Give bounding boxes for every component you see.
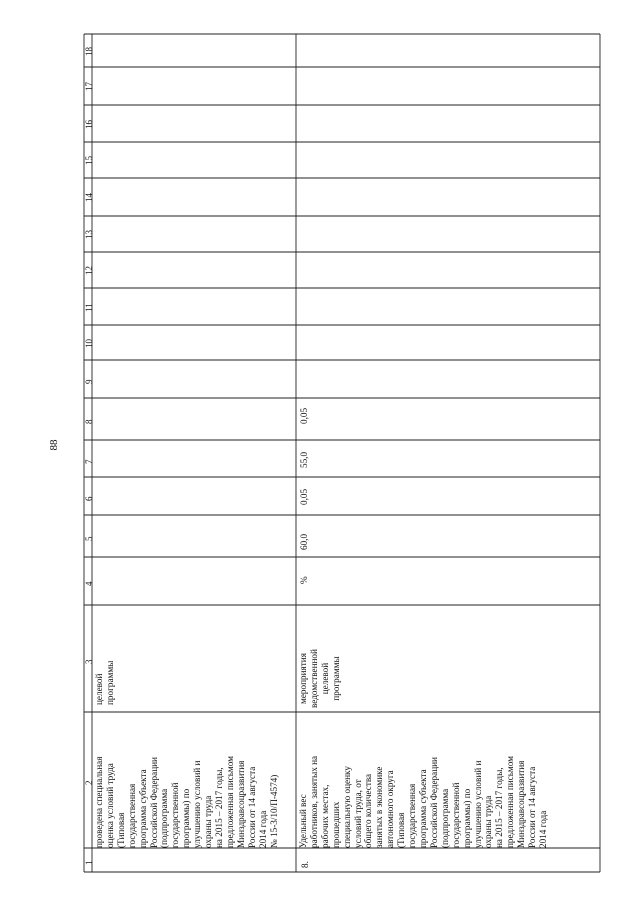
row1-name-line: Российской Федерации — [148, 757, 159, 848]
header-number-2: 2 — [84, 780, 94, 785]
row2-name-line: специальную оценку — [341, 766, 352, 848]
row2-unit: % — [299, 576, 309, 584]
row1-name-line: государственная — [126, 783, 137, 848]
row2-name-line: общего количества — [363, 773, 374, 848]
header-number-12: 12 — [84, 266, 94, 275]
header-number-18: 18 — [84, 46, 94, 56]
row2-name-line: государственная — [407, 783, 418, 848]
row2-value-6: 0,05 — [299, 488, 309, 505]
row2-name-line: программы) по — [461, 788, 472, 848]
row1-source — [94, 661, 116, 705]
row1-source-line: целевой — [94, 673, 104, 705]
header-number-11: 11 — [84, 302, 94, 312]
row2-name-line: России от 14 августа — [527, 766, 538, 848]
row2-name-line: охраны труда — [483, 795, 494, 848]
header-number-10: 10 — [84, 338, 94, 348]
row2-name-line: Российской Федерации — [428, 757, 439, 848]
row1-name-line: России от 14 августа — [246, 766, 257, 848]
header-number-8: 8 — [84, 419, 94, 424]
row2-source-line: мероприятия — [298, 653, 308, 704]
header-number-14: 14 — [84, 193, 94, 202]
row1-name-line: № 15-3/10/П-4574) — [268, 774, 279, 848]
header-number-7: 7 — [84, 459, 94, 464]
header-number-15: 15 — [84, 156, 94, 165]
row1-name-line: предложенная письмом — [224, 756, 235, 848]
row2-value-7: 55,0 — [299, 451, 309, 468]
row2-name-line: улучшению условий и — [472, 760, 483, 848]
row2-source-line: ведомственной — [308, 649, 319, 708]
header-number-3: 3 — [84, 659, 94, 664]
row1-name-line: государственной — [170, 782, 181, 848]
header-number-17: 17 — [84, 82, 94, 91]
row2-name-line: (подпрограмма — [439, 788, 450, 848]
row2-value-5: 60,0 — [299, 533, 309, 550]
row2-name-line: прошедших — [330, 801, 341, 848]
header-number-5: 5 — [84, 536, 94, 541]
row1-name-line: проведена специальная — [94, 756, 104, 848]
row2-name-line: предложенная письмом — [505, 756, 516, 848]
header-number-6: 6 — [84, 496, 94, 501]
header-number-1: 1 — [84, 860, 94, 865]
row2-value-8: 0,05 — [299, 407, 309, 424]
row1-name-line: Минздравсоцразвития — [235, 760, 246, 848]
row2-name-line: автономного округа — [385, 770, 396, 848]
row2-name-line: на 2015 – 2017 годы, — [494, 767, 505, 848]
row1-name-line: программы) по — [181, 788, 192, 848]
row1-name — [94, 756, 279, 848]
row2-name-line: программа субъекта — [417, 769, 428, 848]
row2-name-line: (Типовая — [396, 812, 407, 848]
header-number-4: 4 — [84, 581, 94, 586]
row1-name-line: охраны труда — [203, 795, 214, 848]
row2-name — [298, 756, 549, 848]
row2-source — [298, 649, 342, 708]
row2-source-line: целевой — [319, 662, 330, 695]
row1-name-line: улучшению условий и — [192, 760, 203, 848]
row1-source-line: программы — [104, 660, 115, 705]
row1-name-line: 2014 года — [257, 810, 268, 848]
row2-name-line: рабочих местах, — [319, 784, 330, 848]
row2-name-line: условий труда, от — [352, 779, 363, 848]
row2-name-line: занятых в экономике — [374, 766, 385, 848]
row2-name-line: работников, занятых на — [308, 755, 319, 848]
header-number-16: 16 — [84, 119, 94, 129]
row2-name-line: Минздравсоцразвития — [516, 760, 527, 848]
row2-name-line: 2014 года — [537, 810, 548, 848]
page-number: 88 — [48, 439, 60, 451]
row1-name-line: (подпрограмма — [159, 788, 170, 848]
row1-name-line: оценка условий труда — [104, 763, 115, 848]
row2-name-line: государственной — [450, 782, 461, 848]
row1-name-line: на 2015 – 2017 годы, — [213, 767, 224, 848]
row2-index: 8. — [300, 861, 310, 868]
row2-name-line: Удельный вес — [298, 794, 308, 848]
header-number-9: 9 — [84, 379, 94, 384]
row2-source-line: программы — [330, 656, 341, 701]
row1-name-line: программа субъекта — [137, 769, 148, 848]
header-number-13: 13 — [84, 230, 94, 239]
row1-name-line: (Типовая — [115, 812, 126, 848]
